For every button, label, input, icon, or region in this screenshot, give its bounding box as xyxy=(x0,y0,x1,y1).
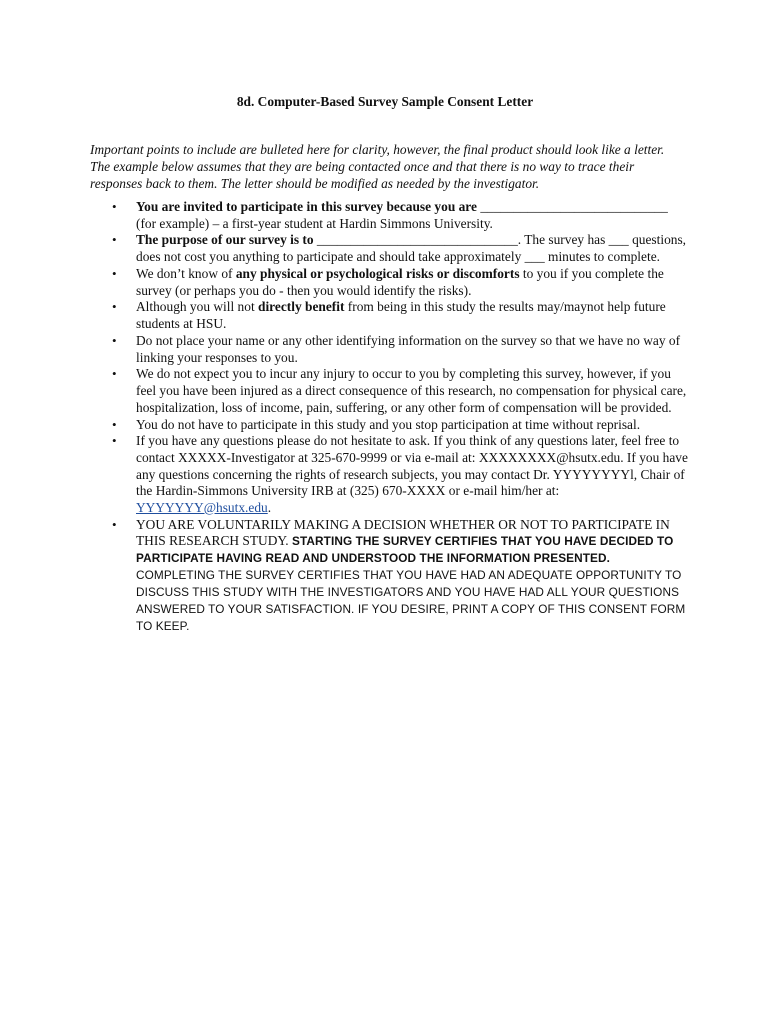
item-text: Although you will not xyxy=(136,299,259,315)
item-text: to you if you complete the survey (or perhaps you do - then you would identify the risks). xyxy=(136,265,664,298)
irb-email-link[interactable]: YYYYYYY@hsutx.edu xyxy=(136,499,268,515)
item-text: We don’t know of xyxy=(136,265,236,281)
item-bold-text: The purpose of our survey is to xyxy=(136,232,314,248)
list-item xyxy=(90,417,690,434)
document-title: 8d. Computer-Based Survey Sample Consent Letter xyxy=(236,94,534,109)
bullet-icon: • xyxy=(112,366,117,382)
list-item xyxy=(90,299,690,332)
list-item xyxy=(90,517,690,636)
item-text: . xyxy=(267,499,272,515)
bullet-icon: • xyxy=(112,232,117,248)
list-item xyxy=(90,433,690,516)
item-text: If you have any questions please do not hesitate to ask. If you think of any questions later, feel free to contact XXXXX-Investigator at 325-670-9999 or via e-mail at: XXXXXXXX@hsutx.edu. If you have any questions concerning the rights of research subjects, you may contact Dr. YYYYYYYYl, Chair of the Hardin-Simmons University IRB at (325) 670-XXXX or e-mail him/her at: xyxy=(136,433,688,499)
item-bold-text: You are invited to participate in this survey because you are xyxy=(136,199,477,214)
item-text: YOU ARE VOLUNTARILY MAKING A DECISION WHETHER OR NOT TO PARTICIPATE IN THIS RESEARCH STUDY. xyxy=(136,516,670,549)
item-text: Do not place your name or any other identifying information on the survey so that we have no way of linking your responses to you. xyxy=(136,332,681,365)
intro-paragraph: Important points to include are bulleted here for clarity, however, the final product should look like a letter. The example below assumes that they are being contacted once and that there is no way to trace their responses back to them. The letter should be modified as needed by the investigator. xyxy=(90,142,665,191)
bullet-icon: • xyxy=(112,416,117,432)
item-bold-text: any physical or psychological risks or discomforts xyxy=(235,265,520,281)
list-item xyxy=(90,333,690,366)
item-text: ____________________________ (for example) – a first-year student at Hardin Simmons University. xyxy=(136,199,668,231)
bullet-icon: • xyxy=(112,433,117,449)
bullet-icon: • xyxy=(112,265,117,281)
item-text: We do not expect you to incur any injury to occur to you by completing this survey, however, if you feel you have been injured as a direct consequence of this research, no compensation for physical care, hospitalization, loss of income, pain, suffering, or any other form of compensation will be provided. xyxy=(136,366,687,415)
bullet-icon: • xyxy=(112,516,117,532)
bullet-icon: • xyxy=(112,299,117,315)
list-item xyxy=(90,266,690,299)
bullet-icon: • xyxy=(112,199,117,214)
item-text: COMPLETING THE SURVEY CERTIFIES THAT YOU HAVE HAD AN ADEQUATE OPPORTUNITY TO DISCUSS THIS STUDY WITH THE INVESTIGATORS AND YOU HAVE HAD ALL YOUR QUESTIONS ANSWERED TO YOUR SATISFACTION. IF YOU DESIRE, PRINT A COPY OF THIS CONSENT FORM TO KEEP. xyxy=(136,568,686,634)
list-item xyxy=(90,366,690,416)
item-text: You do not have to participate in this study and you stop participation at time without reprisal. xyxy=(136,416,641,432)
item-bold-text: directly benefit xyxy=(258,299,345,315)
consent-bullet-list xyxy=(90,199,690,635)
list-item xyxy=(90,232,690,265)
bullet-icon: • xyxy=(112,332,117,348)
item-text: from being in this study the results may/maynot help future students at HSU. xyxy=(136,299,666,332)
list-item xyxy=(90,199,690,232)
item-bold-text: STARTING THE SURVEY CERTIFIES THAT YOU HAVE DECIDED TO PARTICIPATE HAVING READ AND UNDERSTOOD THE INFORMATION PRESENTED. xyxy=(136,534,674,566)
item-text: ______________________________. The survey has ___ questions, does not cost you anything to participate and should take approximately ___ minutes to complete. xyxy=(136,232,687,265)
